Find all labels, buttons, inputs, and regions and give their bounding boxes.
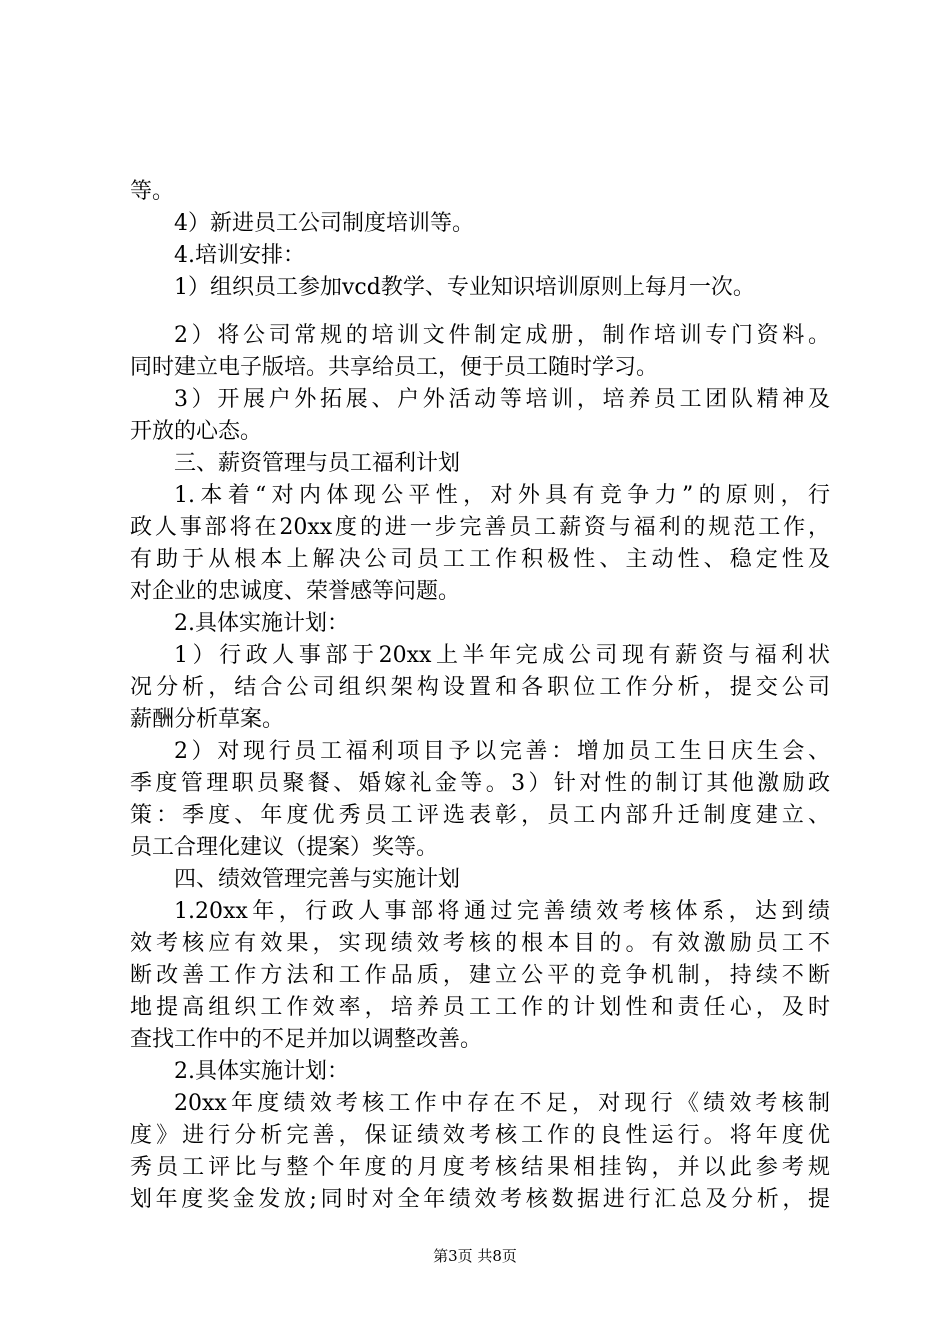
section-heading: 四、绩效管理完善与实施计划	[174, 867, 461, 892]
text-line: 20xx年度绩效考核工作中存在不足，对现行《绩效考核制	[174, 1091, 830, 1116]
section-heading: 2.具体实施计划：	[174, 1059, 349, 1084]
text-line: 1）行政人事部于20xx上半年完成公司现有薪资与福利状	[174, 643, 830, 668]
text-line: 4）新进员工公司制度培训等。	[174, 211, 474, 236]
text-line: 况分析，结合公司组织架构设置和各职位工作分析，提交公司	[130, 675, 830, 700]
text-line: 查找工作中的不足并加以调整改善。	[130, 1027, 483, 1052]
section-heading: 4.培训安排：	[174, 243, 305, 268]
text-line: 1.本着“对内体现公平性，对外具有竞争力”的原则，行	[174, 483, 830, 508]
text-line: 地提高组织工作效率，培养员工工作的计划性和责任心，及时	[130, 995, 830, 1020]
text-line: 有助于从根本上解决公司员工工作积极性、主动性、稳定性及	[130, 547, 830, 572]
text-line: 秀员工评比与整个年度的月度考核结果相挂钩，并以此参考规	[130, 1155, 830, 1180]
paragraph-gap	[130, 304, 830, 320]
text-line: 员工合理化建议（提案）奖等。	[130, 835, 439, 860]
text-line: 3）开展户外拓展、户外活动等培训，培养员工团队精神及	[174, 387, 830, 412]
text-line: 等。	[130, 179, 175, 204]
text-line: 开放的心态。	[130, 419, 263, 444]
text-line: 同时建立电子版培。共享给员工，便于员工随时学习。	[130, 355, 659, 380]
text-line: 断改善工作方法和工作品质，建立公平的竞争机制，持续不断	[130, 963, 830, 988]
text-line: 效考核应有效果，实现绩效考核的根本目的。有效激励员工不	[130, 931, 830, 956]
text-line: 政人事部将在20xx度的进一步完善员工薪资与福利的规范工作，	[130, 515, 830, 540]
text-line: 薪酬分析草案。	[130, 707, 285, 732]
text-line: 1）组织员工参加vcd教学、专业知识培训原则上每月一次。	[174, 275, 755, 300]
text-line: 2）将公司常规的培训文件制定成册，制作培训专门资料。	[174, 323, 830, 348]
text-line: 2）对现行员工福利项目予以完善：增加员工生日庆生会、	[174, 739, 830, 764]
document-body	[130, 176, 830, 1216]
text-line: 度》进行分析完善，保证绩效考核工作的良性运行。将年度优	[130, 1123, 830, 1148]
text-line: 对企业的忠诚度、荣誉感等问题。	[130, 579, 461, 604]
text-line: 1.20xx年，行政人事部将通过完善绩效考核体系，达到绩	[174, 899, 830, 924]
section-heading: 三、薪资管理与员工福利计划	[174, 451, 461, 476]
text-line: 策：季度、年度优秀员工评选表彰，员工内部升迁制度建立、	[130, 803, 830, 828]
section-heading: 2.具体实施计划：	[174, 611, 349, 636]
text-line: 划年度奖金发放;同时对全年绩效考核数据进行汇总及分析，提	[130, 1187, 830, 1212]
text-line: 季度管理职员聚餐、婚嫁礼金等。3）针对性的制订其他激励政	[130, 771, 830, 796]
page-number-footer: 第3页 共8页	[433, 1247, 517, 1265]
